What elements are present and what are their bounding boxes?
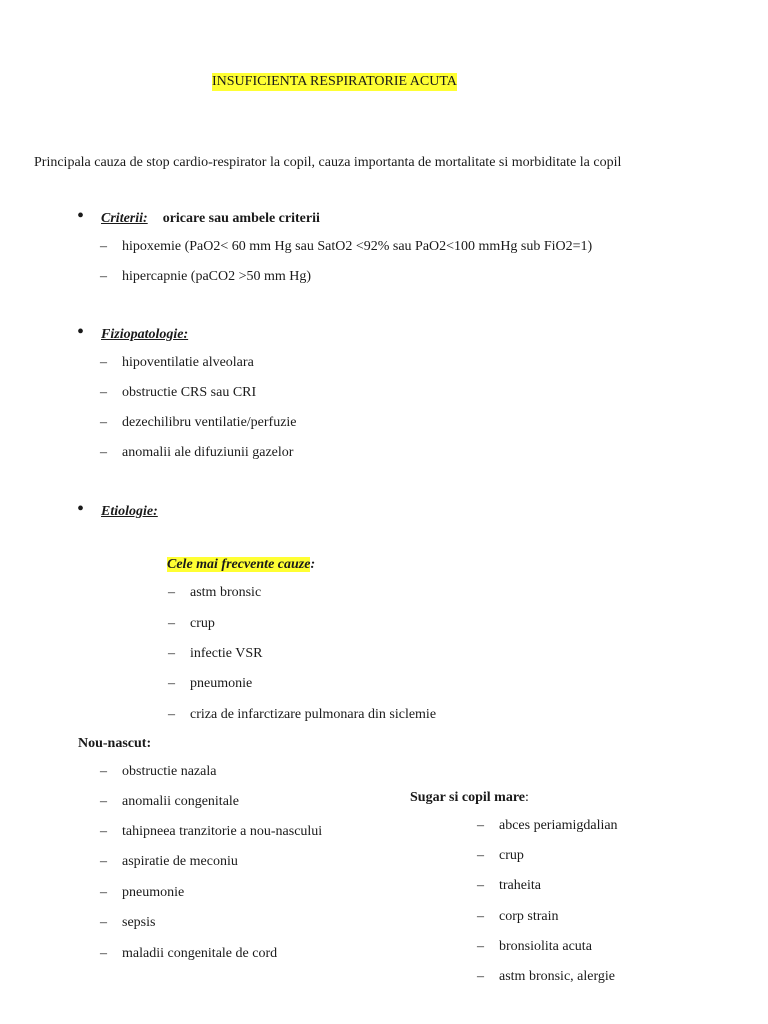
criterii-heading-row [77, 207, 320, 228]
list-item: – astm bronsic [168, 585, 262, 600]
bullet-icon: • [77, 321, 85, 343]
list-item: – sepsis [100, 915, 156, 930]
list-item: – crup [168, 616, 215, 631]
list-item: – tahipneea tranzitorie a nou-nascului [100, 824, 323, 839]
list-item: – hipercapnie (paCO2 >50 mm Hg) [100, 269, 312, 284]
list-item: – anomalii ale difuziunii gazelor [100, 445, 294, 460]
criterii-heading-rest: oricare sau ambele criterii [162, 211, 320, 226]
sugar-heading-row: Sugar si copil mare: [410, 790, 529, 805]
sugar-heading: Sugar si copil mare [410, 790, 525, 805]
list-item: – maladii congenitale de cord [100, 946, 278, 961]
list-item: – criza de infarctizare pulmonara din siclemie [168, 707, 437, 722]
intro-paragraph: Principala cauza de stop cardio-respirator la copil, cauza importanta de mortalitate si morbiditate la copil [34, 155, 622, 170]
etiologie-heading-row [77, 500, 158, 521]
list-item: – hipoxemie (PaO2< 60 mm Hg sau SatO2 <92% sau PaO2<100 mmHg sub FiO2=1) [100, 239, 593, 254]
criterii-heading: Criterii: [101, 211, 148, 226]
list-item: – aspiratie de meconiu [100, 854, 238, 869]
document-title: INSUFICIENTA RESPIRATORIE ACUTA [212, 74, 457, 89]
list-item: – crup [477, 848, 524, 863]
list-item: – infectie VSR [168, 646, 263, 661]
list-item: – obstructie CRS sau CRI [100, 385, 257, 400]
etiologie-heading: Etiologie: [101, 504, 158, 519]
list-item: – obstructie nazala [100, 764, 217, 779]
list-item: – bronsiolita acuta [477, 939, 592, 954]
fiziopatologie-heading-row [77, 323, 188, 344]
list-item: – corp strain [477, 909, 559, 924]
nou-nascut-heading: Nou-nascut: [78, 736, 152, 751]
list-item: – pneumonie [168, 676, 253, 691]
frecvente-heading-row: Cele mai frecvente cauze: [167, 557, 316, 572]
list-item: – hipoventilatie alveolara [100, 355, 254, 370]
list-item: – anomalii congenitale [100, 794, 240, 809]
bullet-icon: • [77, 205, 85, 227]
bullet-icon: • [77, 498, 85, 520]
list-item: – abces periamigdalian [477, 818, 618, 833]
list-item: – pneumonie [100, 885, 185, 900]
list-item: – traheita [477, 878, 541, 893]
fiziopatologie-heading: Fiziopatologie: [101, 327, 189, 342]
list-item: – astm bronsic, alergie [477, 969, 615, 984]
frecvente-heading: Cele mai frecvente cauze [167, 557, 311, 572]
list-item: – dezechilibru ventilatie/perfuzie [100, 415, 297, 430]
